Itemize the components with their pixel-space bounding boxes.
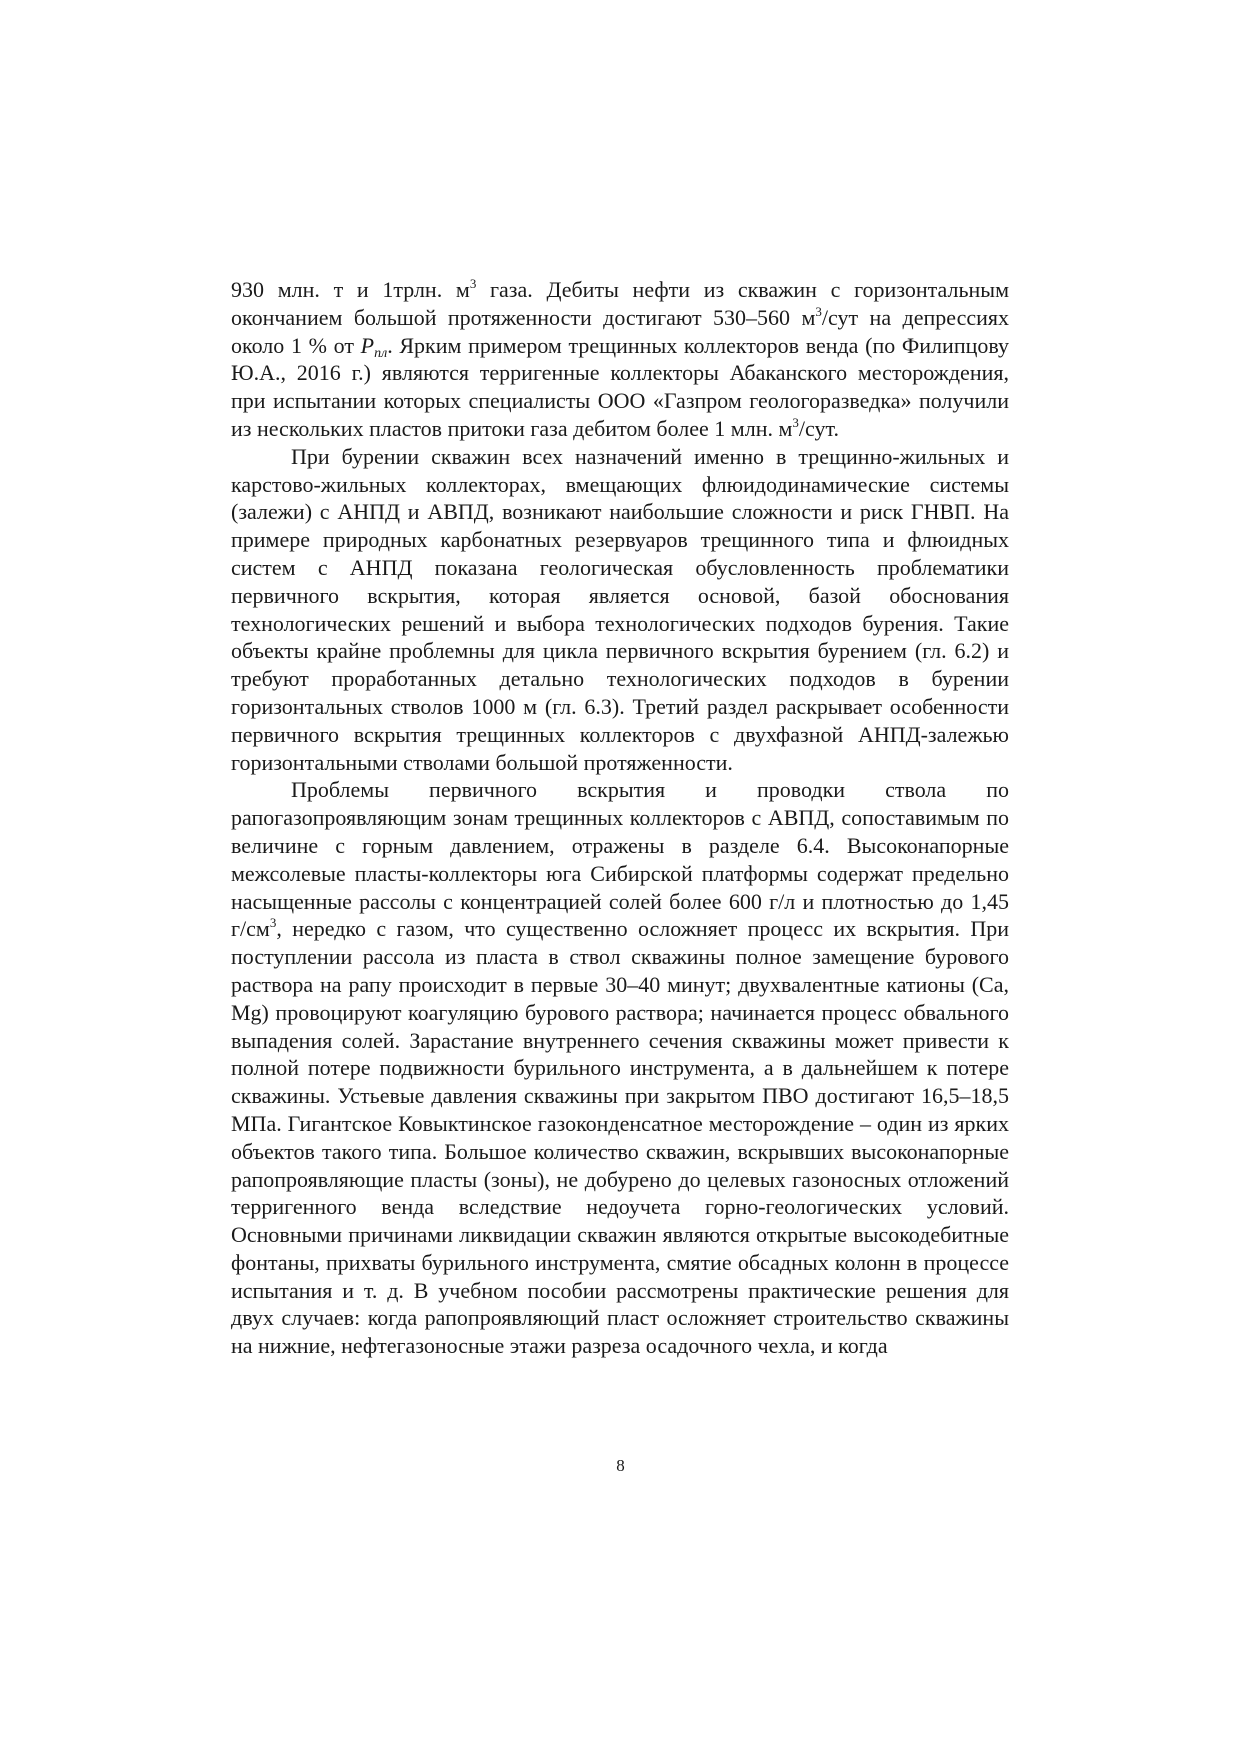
superscript-cubic-3: 3 [792, 414, 799, 430]
superscript-cubic-4: 3 [269, 915, 277, 931]
text-block [231, 276, 1009, 1360]
paragraph-1-text: 930 млн. т и 1трлн. м [231, 277, 470, 302]
paragraph-2: При бурении скважин всех назначений именно в трещинно-жильных и карстово-жильных коллекторах, вмещающих флюидодинамические системы (залежи) с АНПД и АВПД, возникают наибольшие сложности и риск ГНВП. На примере природных карбонатных резервуаров трещинного типа и флюидных систем с АНПД показана геологическая обусловленность проблематики первичного вскрытия, которая является основой, базой обоснования технологических решений и выбора технологических подходов бурения. Такие объекты крайне проблемны для цикла первичного вскрытия бурением (гл. 6.2) и требуют проработанных детально технологических подходов в бурении горизонтальных стволов 1000 м (гл. 6.3). Третий раздел раскрывает особенности первичного вскрытия трещинных коллекторов с двухфазной АНПД-залежью горизонтальными стволами большой протяженности. [231, 443, 1009, 775]
superscript-cubic-1: 3 [469, 276, 477, 291]
paragraph-3-text: Проблемы первичного вскрытия и проводки ствола по рапогазопроявляющим зонам трещинных коллекторов с АВПД, сопоставимым по величине с горным давлением, отражены в разделе 6.4. Высоконапорные межсолевые пласты-коллекторы юга Сибирской платформы содержат предельно насыщенные рассолы с концентрацией солей более 600 г/л и плотностью до 1,45 г/см [231, 777, 1009, 942]
page-number: 8 [616, 1456, 625, 1475]
paragraph-3 [231, 776, 1009, 1360]
paragraph-1-text: /сут на депрессиях около 1 % от [231, 304, 1009, 358]
formation-pressure-subscript: пл [374, 345, 388, 361]
paragraph-1-text: /сут. [798, 415, 839, 441]
paragraph-1-text: газа. Дебиты нефти из скважин с горизонтальным окончанием большой протяженности достигают 530–560 м [231, 277, 1009, 330]
paragraph-1 [231, 276, 1009, 443]
formation-pressure-symbol: P [360, 332, 375, 358]
superscript-cubic-2: 3 [815, 303, 822, 319]
paragraph-1-text: . Ярким примером трещинных коллекторов венда (по Филипцову Ю.А., 2016 г.) являются терригенные коллекторы Абаканского месторождения, при испытании которых специалисты ООО «Газпром геологоразведка» получили из нескольких пластов притоки газа дебитом более 1 млн. м [231, 332, 1009, 441]
paragraph-3-text: , нередко с газом, что существенно осложняет процесс их вскрытия. При поступлении рассола из пласта в ствол скважины полное замещение бурового раствора на рапу происходит в первые 30–40 минут; двухвалентные катионы (Ca, Mg) провоцируют коагуляцию бурового раствора; начинается процесс обвального выпадения солей. Зарастание внутреннего сечения скважины может привести к полной потере подвижности бурильного инструмента, а в дальнейшем к потере скважины. Устьевые давления скважины при закрытом ПВО достигают 16,5–18,5 МПа. Гигантское Ковыктинское газоконденсатное месторождение – один из ярких объектов такого типа. Большое количество скважин, вскрывших высоконапорные рапопроявляющие пласты (зоны), не добурено до целевых газоносных отложений терригенного венда вследствие недоучета горно-геологических условий. Основными причинами ликвидации скважин являются открытые высокодебитные фонтаны, прихваты бурильного инструмента, смятие обсадных колонн в процессе испытания и т. д. В учебном пособии рассмотрены практические решения для двух случаев: когда рапопроявляющий пласт осложняет строительство скважины на нижние, нефтегазоносные этажи разреза осадочного чехла, и когда [231, 916, 1009, 1359]
